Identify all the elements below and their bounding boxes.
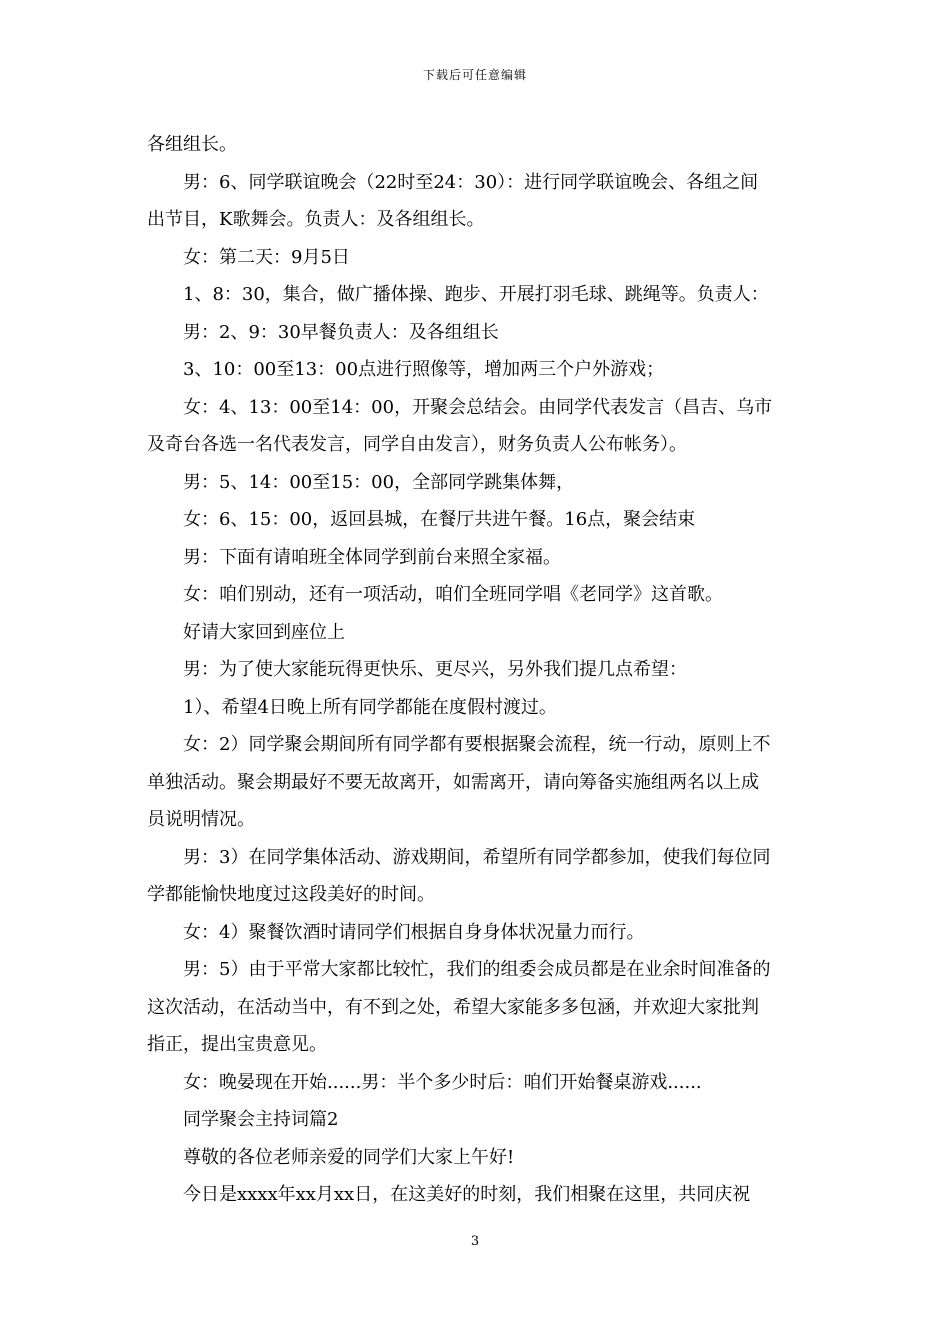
text-line: 男：3）在同学集体活动、游戏期间，希望所有同学都参加，使我们每位同	[183, 846, 771, 868]
text-line: 男：6、同学联谊晚会（22时至24：30）：进行同学联谊晚会、各组之间	[183, 171, 759, 193]
text-line: 男：2、9：30早餐负责人：及各组组长	[183, 321, 499, 343]
text-line: 女：6、15：00，返回县城，在餐厅共进午餐。16点，聚会结束	[183, 509, 696, 530]
text-line: 1、8：30，集合，做广播体操、跑步、开展打羽毛球、跳绳等。负责人：	[183, 284, 769, 305]
page-number: 3	[470, 1234, 480, 1249]
text-line: 同学聚会主持词篇2	[183, 1109, 339, 1130]
text-line: 女：咱们别动，还有一项活动，咱们全班同学唱《老同学》这首歌。	[183, 584, 723, 605]
text-line: 女：晚晏现在开始......男：半个多少时后：咱们开始餐桌游戏......	[183, 1071, 702, 1093]
text-line: 女：4）聚餐饮酒时请同学们根据自身身体状况量力而行。	[183, 921, 645, 943]
text-line: 各组组长。	[147, 134, 237, 155]
text-line: 男：为了使大家能玩得更快乐、更尽兴，另外我们提几点希望：	[183, 659, 687, 680]
text-line: 今日是xxxx年xx月xx日，在这美好的时刻，我们相聚在这里，共同庆祝	[183, 1184, 751, 1205]
text-line: 好请大家回到座位上	[183, 621, 345, 643]
text-line: 女：第二天：9月5日	[183, 246, 350, 268]
text-line: 单独活动。聚会期最好不要无故离开，如需离开，请向筹备实施组两名以上成	[147, 771, 759, 793]
text-line: 男：5、14：00至15：00，全部同学跳集体舞，	[183, 471, 575, 493]
text-line: 男：下面有请咱班全体同学到前台来照全家福。	[183, 546, 561, 568]
text-line: 员说明情况。	[147, 809, 255, 830]
text-line: 指正，提出宝贵意见。	[147, 1034, 327, 1055]
text-line: 及奇台各选一名代表发言，同学自由发言），财务负责人公布帐务）。	[147, 434, 687, 455]
text-line: 1）、希望4日晚上所有同学都能在度假村渡过。	[183, 696, 557, 718]
document-body	[147, 126, 807, 1214]
text-line: 男：5）由于平常大家都比较忙，我们的组委会成员都是在业余时间准备的	[183, 959, 771, 980]
text-line: 这次活动，在活动当中，有不到之处，希望大家能多多包涵，并欢迎大家批判	[147, 996, 759, 1018]
text-line: 出节目，K歌舞会。负责人：及各组组长。	[147, 209, 485, 230]
text-line: 学都能愉快地度过这段美好的时间。	[147, 884, 435, 905]
page-header: 下载后可任意编辑	[422, 68, 527, 82]
text-line: 女：2）同学聚会期间所有同学都有要根据聚会流程，统一行动，原则上不	[183, 734, 771, 755]
text-line: 3、10：00至13：00点进行照像等，增加两三个户外游戏；	[183, 359, 665, 380]
text-line: 女：4、13：00至14：00，开聚会总结会。由同学代表发言（昌吉、乌市	[183, 396, 773, 418]
text-line: 尊敬的各位老师亲爱的同学们大家上午好!	[183, 1146, 515, 1168]
